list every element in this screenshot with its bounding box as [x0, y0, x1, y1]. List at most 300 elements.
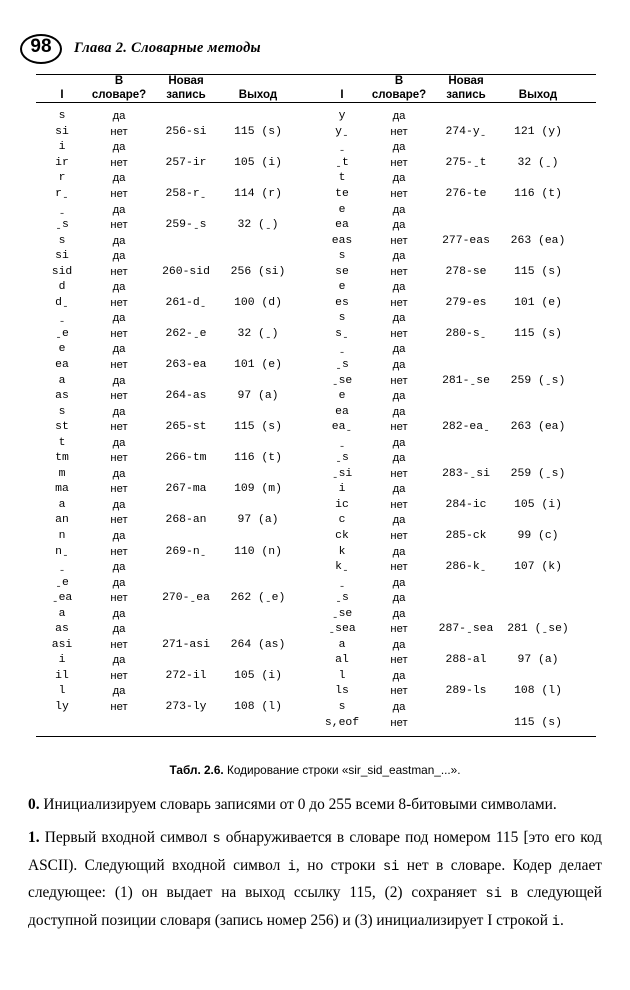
table-row: [36, 187, 574, 203]
table-row: [36, 234, 574, 250]
cell-gap: [294, 125, 316, 141]
cell-in-dict-left: да: [112, 576, 126, 589]
cell-output-left: [222, 342, 294, 358]
cell-output-left: [222, 622, 294, 638]
header-new-entry-right-line2: запись: [446, 88, 486, 101]
cell-new-entry-right: [430, 607, 502, 623]
cell-new-entry-left: 265-st: [165, 421, 207, 434]
cell-output-right: [502, 513, 574, 529]
list-item-1-code-2: i: [287, 859, 296, 875]
cell-in-dict-left: нет: [110, 358, 128, 371]
cell-in-dict-left: нет: [110, 638, 128, 651]
cell-in-dict-left: да: [112, 685, 126, 698]
cell-in-dict-right: нет: [390, 529, 408, 542]
cell-gap: [294, 622, 316, 638]
cell-i-left: i: [58, 141, 66, 154]
cell-gap: [294, 591, 316, 607]
cell-i-right: a: [338, 638, 346, 651]
table-caption-label: Табл. 2.6.: [169, 763, 224, 777]
table-row: [36, 591, 574, 607]
cell-new-entry-left: 270-ˍea: [162, 592, 210, 605]
cell-output-right: 121 (y): [514, 125, 562, 138]
cell-new-entry-left: [150, 622, 222, 638]
cell-new-entry-left: [150, 109, 222, 125]
cell-new-entry-right: [430, 451, 502, 467]
cell-new-entry-left: [150, 280, 222, 296]
cell-output-right: 99 (c): [517, 529, 559, 542]
cell-gap: [294, 684, 316, 700]
cell-i-left: si: [55, 250, 69, 263]
header-in-dict-left-line2: словаре?: [91, 88, 147, 101]
cell-new-entry-left: 258-rˍ: [165, 187, 207, 200]
table-row: [36, 420, 574, 436]
cell-new-entry-right: 274-yˍ: [445, 125, 487, 138]
cell-i-right: i: [338, 483, 346, 496]
cell-output-right: [502, 109, 574, 125]
cell-i-left: il: [55, 669, 69, 682]
cell-i-right: ls: [335, 685, 349, 698]
cell-i-left: i: [58, 654, 66, 667]
cell-gap: [294, 265, 316, 281]
cell-i-left: a: [58, 498, 66, 511]
header-new-entry-left-line1: Новая: [168, 75, 204, 88]
cell-i-right: ˍs: [335, 358, 349, 371]
cell-in-dict-left: да: [112, 234, 126, 247]
table-row: [36, 529, 574, 545]
cell-new-entry-left: [150, 203, 222, 219]
cell-i-right: ˍse: [331, 374, 353, 387]
table-row: [36, 109, 574, 125]
cell-i-left: s: [58, 234, 66, 247]
cell-gap: [294, 653, 316, 669]
cell-i-left: st: [55, 421, 69, 434]
cell-output-right: 32 (ˍ): [517, 156, 559, 169]
cell-output-right: [502, 249, 574, 265]
cell-gap: [294, 249, 316, 265]
cell-output-left: 105 (i): [234, 156, 282, 169]
cell-new-entry-right: [430, 342, 502, 358]
cell-in-dict-left: нет: [110, 483, 128, 496]
cell-in-dict-right: да: [392, 250, 406, 263]
cell-new-entry-left: [150, 342, 222, 358]
cell-new-entry-left: 256-si: [165, 125, 207, 138]
table-row: [36, 653, 574, 669]
cell-output-left: 110 (n): [234, 545, 282, 558]
cell-i-left: d: [58, 281, 66, 294]
cell-in-dict-left: нет: [110, 669, 128, 682]
cell-new-entry-right: 284-ic: [445, 498, 487, 511]
cell-output-right: [502, 482, 574, 498]
header-output-right: Выход: [518, 88, 558, 101]
cell-output-right: [502, 545, 574, 561]
cell-gap: [294, 700, 316, 716]
cell-in-dict-right: нет: [390, 623, 408, 636]
cell-new-entry-left: 263-ea: [165, 358, 207, 371]
table-row: [36, 389, 574, 405]
cell-output-right: 107 (k): [514, 561, 562, 574]
header-output-left: Выход: [238, 88, 278, 101]
chapter-title: Глава 2. Словарные методы: [74, 40, 261, 56]
cell-i-right: kˍ: [335, 561, 349, 574]
cell-new-entry-left: [150, 311, 222, 327]
cell-gap: [294, 374, 316, 390]
table-row: [36, 342, 574, 358]
cell-i-right: ˍse: [331, 607, 353, 620]
list-item-1-part-6: .: [559, 911, 564, 929]
cell-i-right: e: [338, 281, 346, 294]
cell-new-entry-left: 267-ma: [165, 483, 207, 496]
cell-in-dict-left: да: [112, 312, 126, 325]
cell-in-dict-right: нет: [390, 374, 408, 387]
cell-in-dict-left: да: [112, 141, 126, 154]
cell-output-right: [502, 171, 574, 187]
cell-gap: [294, 420, 316, 436]
cell-in-dict-right: да: [392, 172, 406, 185]
cell-in-dict-right: нет: [390, 654, 408, 667]
cell-new-entry-left: [150, 684, 222, 700]
cell-i-left: an: [55, 514, 69, 527]
cell-i-left: nˍ: [55, 545, 69, 558]
cell-in-dict-left: нет: [110, 265, 128, 278]
list-item-1-code-5: i: [551, 914, 560, 930]
cell-output-right: 115 (s): [514, 265, 562, 278]
cell-i-right: eas: [331, 234, 353, 247]
cell-gap: [294, 140, 316, 156]
cell-i-right: ˍt: [335, 156, 349, 169]
table-row: [36, 296, 574, 312]
cell-output-right: 259 (ˍs): [510, 467, 566, 480]
cell-in-dict-right: нет: [390, 296, 408, 309]
cell-new-entry-left: [150, 467, 222, 483]
cell-new-entry-left: 261-dˍ: [165, 296, 207, 309]
table-row: [36, 684, 574, 700]
cell-output-right: 116 (t): [514, 187, 562, 200]
cell-gap: [294, 607, 316, 623]
cell-in-dict-right: нет: [390, 265, 408, 278]
cell-in-dict-left: да: [112, 498, 126, 511]
table-header-row: [36, 75, 574, 101]
cell-gap: [294, 327, 316, 343]
list-item-1-code-1: s: [212, 832, 221, 848]
cell-in-dict-right: да: [392, 312, 406, 325]
cell-in-dict-right: да: [392, 701, 406, 713]
cell-output-left: 116 (t): [234, 452, 282, 465]
cell-in-dict-right: да: [392, 203, 406, 216]
table-row: [36, 576, 574, 592]
table-row: [36, 405, 574, 421]
cell-gap: [294, 187, 316, 203]
cell-in-dict-right: да: [392, 343, 406, 356]
cell-output-right: [502, 389, 574, 405]
cell-new-entry-right: 277-eas: [442, 234, 490, 247]
header-new-entry-left: [150, 75, 222, 101]
table-row: [36, 358, 574, 374]
cell-gap: [294, 203, 316, 219]
cell-in-dict-left: да: [112, 110, 126, 123]
cell-in-dict-right: нет: [390, 234, 408, 247]
cell-new-entry-right: [430, 109, 502, 125]
cell-new-entry-right: 280-sˍ: [445, 327, 487, 340]
cell-output-left: [222, 436, 294, 452]
table-row: [36, 156, 574, 172]
cell-i-right: ea: [335, 219, 349, 232]
header-in-dict-left: [88, 75, 150, 101]
header-new-entry-left-line2: запись: [166, 88, 206, 101]
cell-output-right: 281 (ˍse): [507, 623, 569, 636]
cell-in-dict-left: да: [112, 405, 126, 418]
cell-new-entry-left: [150, 171, 222, 187]
table-row: [36, 513, 574, 529]
cell-output-left: [222, 280, 294, 296]
cell-in-dict-left: [88, 716, 150, 732]
cell-gap: [294, 560, 316, 576]
cell-in-dict-right: да: [392, 436, 406, 449]
cell-gap: [294, 109, 316, 125]
cell-i-left: as: [55, 390, 69, 403]
cell-output-right: [502, 140, 574, 156]
list-item-1-code-4: si: [485, 887, 502, 903]
cell-gap: [294, 171, 316, 187]
cell-output-right: [502, 436, 574, 452]
cell-i-left: tm: [55, 452, 69, 465]
cell-in-dict-right: да: [392, 141, 406, 154]
table-row: [36, 451, 574, 467]
table-row: [36, 622, 574, 638]
cell-in-dict-right: нет: [390, 561, 408, 574]
cell-gap: [294, 576, 316, 592]
cell-in-dict-right: да: [392, 390, 406, 403]
cell-new-entry-left: [150, 405, 222, 421]
cell-output-right: 108 (l): [514, 685, 562, 698]
body-text: [28, 792, 602, 941]
cell-in-dict-left: да: [112, 203, 126, 216]
cell-output-right: [502, 451, 574, 467]
cell-output-left: 100 (d): [234, 296, 282, 309]
cell-output-left: 115 (s): [234, 125, 282, 138]
cell-gap: [294, 498, 316, 514]
cell-new-entry-right: [430, 545, 502, 561]
cell-in-dict-right: да: [392, 452, 406, 465]
cell-in-dict-right: да: [392, 281, 406, 294]
cell-new-entry-right: 281-ˍse: [442, 374, 490, 387]
cell-in-dict-right: да: [392, 514, 406, 527]
table-row: [36, 700, 574, 716]
encoding-table: [36, 75, 574, 101]
cell-output-left: 256 (si): [230, 265, 286, 278]
header-new-entry-right-line1: Новая: [448, 75, 484, 88]
cell-in-dict-right: да: [392, 592, 406, 605]
cell-output-right: [502, 280, 574, 296]
cell-new-entry-right: [430, 389, 502, 405]
cell-gap: [294, 467, 316, 483]
cell-output-right: [502, 607, 574, 623]
cell-in-dict-right: да: [392, 607, 406, 620]
cell-gap: [294, 529, 316, 545]
header-i-right: I: [340, 88, 344, 101]
cell-new-entry-right: 275-ˍt: [445, 156, 487, 169]
page-number: 98: [30, 36, 52, 57]
cell-i-left: ˍe: [55, 327, 69, 340]
cell-in-dict-left: нет: [110, 219, 128, 232]
cell-in-dict-right: нет: [390, 421, 408, 434]
cell-in-dict-left: нет: [110, 701, 128, 713]
cell-i-right: ic: [335, 498, 349, 511]
cell-output-left: [222, 374, 294, 390]
cell-gap: [294, 405, 316, 421]
cell-i-right: ˍ: [338, 576, 346, 589]
cell-new-entry-right: [430, 700, 502, 716]
cell-new-entry-right: [430, 638, 502, 654]
cell-i-left: dˍ: [55, 296, 69, 309]
table-row: [36, 374, 574, 390]
cell-output-right: [502, 203, 574, 219]
cell-new-entry-left: [150, 607, 222, 623]
cell-new-entry-right: [430, 716, 502, 732]
table-row: [36, 498, 574, 514]
cell-new-entry-left: [150, 249, 222, 265]
cell-i-right: k: [338, 545, 346, 558]
cell-in-dict-left: нет: [110, 421, 128, 434]
list-item-1-part-4: нет в словаре. Кодер делает следующее: (1) он выдает на выход ссылку 115, (2) сохраняет: [28, 856, 602, 902]
cell-i-left: a: [58, 374, 66, 387]
cell-gap: [294, 482, 316, 498]
cell-new-entry-left: 264-as: [165, 390, 207, 403]
cell-i-right: es: [335, 296, 349, 309]
cell-gap: [294, 451, 316, 467]
cell-in-dict-right: да: [392, 405, 406, 418]
cell-gap: [294, 156, 316, 172]
cell-in-dict-left: да: [112, 623, 126, 636]
table-bottom-rule: [36, 736, 596, 737]
cell-i-left: asi: [51, 638, 73, 651]
header-i-left: I: [60, 88, 64, 101]
cell-i-right: al: [335, 654, 349, 667]
cell-i-left: r: [58, 172, 66, 185]
cell-output-left: [222, 234, 294, 250]
cell-output-right: [502, 311, 574, 327]
cell-new-entry-left: [150, 436, 222, 452]
cell-new-entry-right: [430, 591, 502, 607]
cell-in-dict-right: нет: [390, 685, 408, 698]
cell-new-entry-right: 278-se: [445, 265, 487, 278]
cell-gap: [294, 280, 316, 296]
cell-in-dict-right: да: [392, 358, 406, 371]
cell-new-entry-right: 282-eaˍ: [442, 421, 490, 434]
cell-i-right: ˍ: [338, 343, 346, 356]
cell-i-left: as: [55, 623, 69, 636]
cell-new-entry-right: [430, 358, 502, 374]
list-item-1-number: 1.: [28, 829, 40, 847]
cell-new-entry-left: 268-an: [165, 514, 207, 527]
list-item-1-code-3: si: [382, 859, 400, 875]
cell-output-right: [502, 669, 574, 685]
cell-in-dict-right: да: [392, 110, 406, 123]
cell-in-dict-left: да: [112, 281, 126, 294]
cell-in-dict-right: нет: [390, 125, 408, 138]
cell-new-entry-right: [430, 436, 502, 452]
cell-new-entry-left: 272-il: [165, 669, 207, 682]
cell-new-entry-right: 283-ˍsi: [442, 467, 490, 480]
table-row: [36, 125, 574, 141]
list-item-1-part-2: обнаруживается в словаре под номером 115 [это его код ASCII). Следующий входной символ: [28, 829, 602, 874]
cell-i-right: ˍs: [335, 592, 349, 605]
cell-i-right: ˍ: [338, 141, 346, 154]
cell-gap: [294, 296, 316, 312]
cell-in-dict-left: нет: [110, 296, 128, 309]
cell-i-right: ˍ: [338, 436, 346, 449]
cell-in-dict-right: да: [392, 219, 406, 232]
cell-i-right: l: [338, 669, 346, 682]
table-row: [36, 716, 574, 732]
cell-in-dict-left: да: [112, 607, 126, 620]
table-row: [36, 560, 574, 576]
table-caption: [0, 763, 630, 777]
cell-new-entry-right: 286-kˍ: [445, 561, 487, 574]
cell-in-dict-right: да: [392, 576, 406, 589]
header-in-dict-right-line2: словаре?: [371, 88, 427, 101]
cell-new-entry-right: [430, 280, 502, 296]
cell-output-right: [502, 358, 574, 374]
cell-i-right: ˍs: [335, 452, 349, 465]
cell-in-dict-left: нет: [110, 125, 128, 138]
cell-in-dict-left: нет: [110, 327, 128, 340]
table-row: [36, 265, 574, 281]
cell-in-dict-right: да: [392, 669, 406, 682]
cell-output-left: 32 (ˍ): [237, 327, 279, 340]
cell-i-right: eaˍ: [331, 421, 353, 434]
cell-gap: [294, 716, 316, 732]
column-gap: [294, 75, 316, 101]
cell-i-left: t: [58, 436, 66, 449]
cell-gap: [294, 638, 316, 654]
cell-i-right: ˍsi: [331, 467, 353, 480]
cell-i-right: s: [338, 312, 346, 325]
cell-gap: [294, 358, 316, 374]
cell-output-left: [222, 653, 294, 669]
cell-in-dict-left: да: [112, 250, 126, 263]
cell-in-dict-left: да: [112, 561, 126, 574]
table-row: [36, 545, 574, 561]
cell-new-entry-right: [430, 140, 502, 156]
cell-i-right: e: [338, 390, 346, 403]
cell-i-right: ck: [335, 529, 349, 542]
cell-new-entry-right: [430, 482, 502, 498]
cell-output-right: 263 (ea): [510, 421, 566, 434]
cell-i-left: ˍs: [55, 219, 69, 232]
cell-new-entry-right: 287-ˍsea: [438, 623, 494, 636]
list-item-0: [28, 792, 602, 817]
cell-output-left: [222, 171, 294, 187]
cell-i-left: s: [58, 110, 66, 123]
cell-output-right: 263 (ea): [510, 234, 566, 247]
cell-in-dict-left: да: [112, 436, 126, 449]
cell-in-dict-left: нет: [110, 514, 128, 527]
cell-new-entry-right: 289-ls: [445, 685, 487, 698]
cell-i-left: si: [55, 125, 69, 138]
cell-i-left: e: [58, 343, 66, 356]
table-row: [36, 467, 574, 483]
cell-gap: [294, 234, 316, 250]
cell-output-right: [502, 576, 574, 592]
cell-i-right: t: [338, 172, 346, 185]
cell-output-left: [222, 607, 294, 623]
cell-in-dict-left: да: [112, 172, 126, 185]
cell-new-entry-left: [150, 529, 222, 545]
cell-in-dict-right: да: [392, 638, 406, 651]
cell-output-left: 115 (s): [234, 421, 282, 434]
table-row: [36, 280, 574, 296]
table-row: [36, 669, 574, 685]
